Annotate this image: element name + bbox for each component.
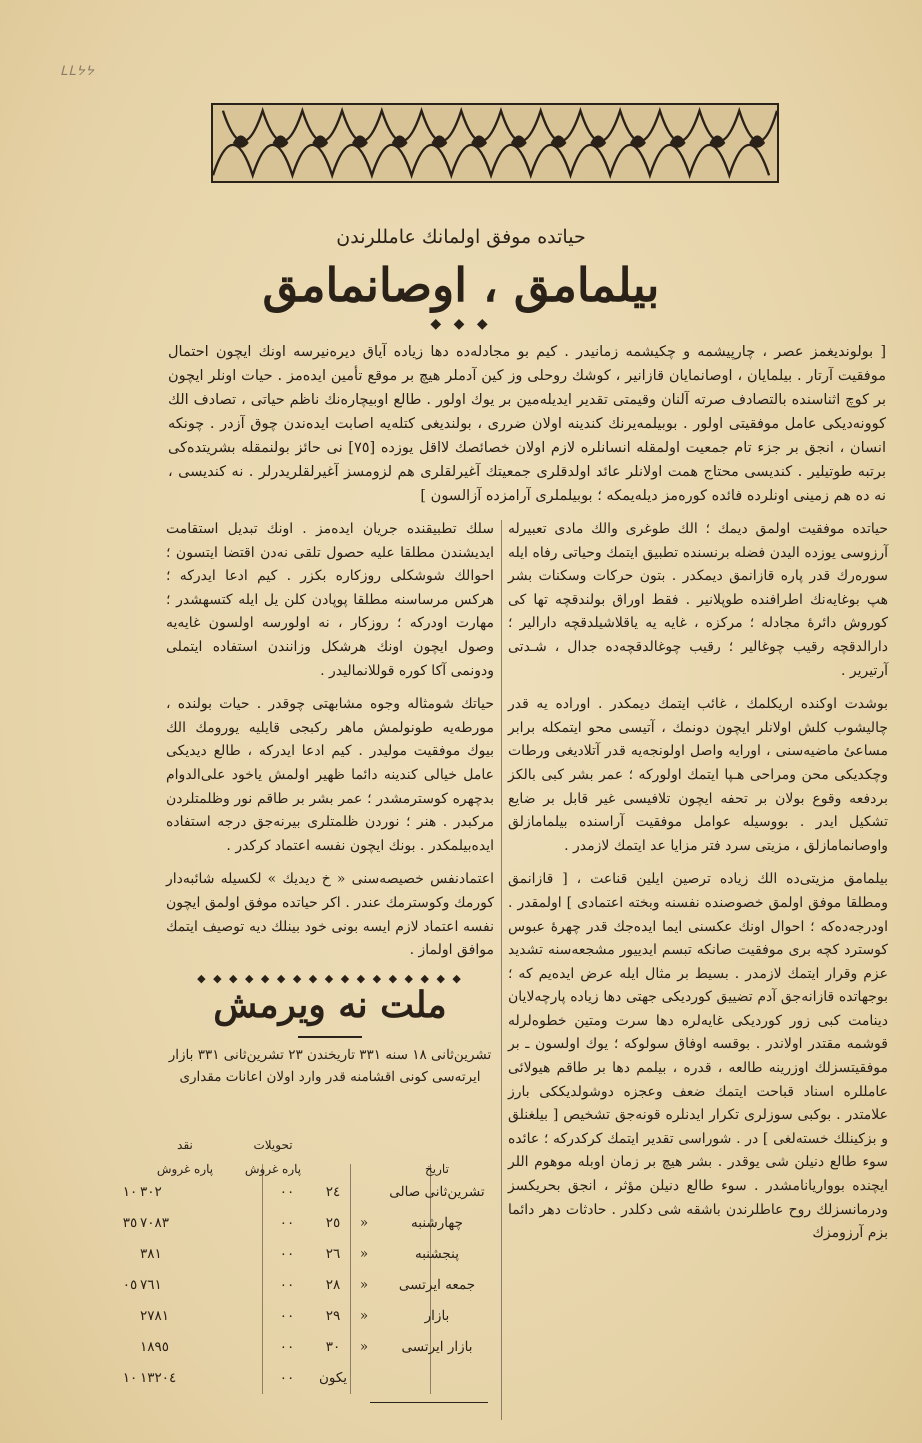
paragraph: بوشدت اوکنده اریکلمك ، غائب ایتمك دیمکدر . اوراده یه قدر چالیشوب کلش اولانلر ایچون دونمك ، آتیسی محو ایتمکله برابر مساعیٔ ماضیه‌سنی ، اورایه واصل اولونجه‌یه قدر آتلادیغی ورطات وچکدیکی محن ومراحی هـپا ایتمك اولورکه ؛ عمر بشر کبی بالکز بردفعه وقوع بولان بر تحفه ایچون تلافیسی غیر قابل بر ضایع تشکیل ایدر . بووسیله عوامل موفقیت آراسنده بیلمامازلق واوصانمامازلق ، مزیتی سرد فتر مزایا عد ایتمك لازمدر . [508, 696, 888, 854]
row-mark: « [359, 1214, 369, 1231]
row-transfer: ٠٠ [279, 1338, 295, 1355]
total-kurus: ١٣٢٠٤ [140, 1369, 177, 1386]
paragraph: حیاتده موفقیت اولمق دیمك ؛ الك طوغری والك مادی تعبیرله آرزوسی یوزده الیدن فضله برنسنده تطبیق ایتمك وحیاتی رفاه ایله سوره‌رك قدر پاره قازانمق دیمکدر . بتون حرکات وسکنات بشر هپ بوغایه‌نك اطرافنده طوپلانیر . فقط اوراق بولندقچه تها کی کوروش دائرهٔ مجادله ؛ مرکزه ، غایه یه یاقلاشیلدقچه دارالیر ؛ دارالدقچه رقیب چوغالیر ؛ رقیب چوغالدقچه‌ده جدال ، شـدتی آرتیریر . [508, 521, 888, 679]
title-stars-divider: ◆ ◆ ◆ [430, 316, 492, 332]
row-mark: « [359, 1338, 369, 1355]
row-mark: « [359, 1307, 369, 1324]
total-label: يكون [318, 1369, 348, 1386]
row-transfer: ٠٠ [279, 1214, 295, 1231]
table-row [120, 1331, 496, 1362]
row-day: ٢٥ [325, 1214, 341, 1231]
row-kurus: ١٨٩٥ [140, 1338, 170, 1355]
column-rule [501, 520, 502, 1420]
section-caption: تشرین‌ثانی ١٨ سنه ٣٣١ تاریخندن ٢٣ تشرین‌ثانی ٣٣١ بازار ایرتەسی كونی اقشامنه قدر وارد اولان اعانات مقداری [168, 1047, 492, 1085]
row-para: ١٠ [122, 1183, 138, 1200]
total-rule [370, 1402, 488, 1403]
row-kurus: ٢٧٨١ [140, 1307, 170, 1324]
row-transfer: ٠٠ [279, 1245, 295, 1262]
donations-table [120, 1130, 496, 1393]
table-header [120, 1152, 496, 1176]
paragraph: سلك تطبیقنده جریان ایده‌مز . اونك تبدیل استقامت ایدیشندن مطلقا علیه حصول تلقی نه‌دن اقتضا ایتسون ؛ احوالك شوشکلی روزکاره بکزر . کیم ادعا ایدرکه ؛ هرکس مرساسنه مطلقا پوپادن کلن یل ایله کتسهشدر ؛ مهارت اودرکه ؛ روزکار ، نه اولورسه اولسون غایه‌یه وصول ایچون اونك هرشکل وزانندن استفاده ایتملی ودونمی آکا کوره قوللانمالیدر . [166, 521, 494, 679]
row-day: ٣٠ [325, 1338, 341, 1355]
header-date: تاریخ [425, 1162, 449, 1176]
row-date: چهارشنبه [411, 1214, 463, 1231]
table-row [120, 1207, 496, 1238]
article-column-left [166, 518, 494, 973]
intro-paragraph: [ بولوندیغمز عصر ، چارپیشمه و چکیشمه زمانیدر . کیم بو مجادله‌ده دها زیاده آیاق دیرەنیرسه اونك ایچون احتمال موفقیت آرتار . بیلمایان ، اوصانمایان قازانیر ، کوشك روحلی وز کین آدملر هیچ بر موقع تأمین ایده‌مز . حیات اونلر ایچون بر کوچ اثناسنده بالتصادف صرته آلنان وقیمتی تقدیر ایدیله‌مین بر یوك اولور . طالع اوبیچاره‌نك ناظم حیاتی ، تصادف الك کوونه‌دیکی عامل موفقیتی اولور . بوبیلمه‌یرنك کندینه اولان ضرری ، بولندیغی کتله‌یه اصابت ایده‌ندن چوق آزدر . چونکه انسان ، انجق بر جزء تام جمعیت اولمقله انسانلره لازم اولان خصائصك لااقل یوزده [٧٥] نی حائز بولنمقله بشریتده‌کی برتبه طوتیلیر . کندیسی محتاج همت اولانلر عائد اولدقلری جمعیتك آغیرلقلری هم لزومسز آغیرلقلریدرلر . نه کندیسی ، نه ده هم زمینی اونلرده فائده کوره‌مز دیله‌یمکه ؛ بوبیلملری آرامزده آزالسون ] [168, 344, 886, 504]
section-title: ملت نه ویرمش [213, 984, 447, 1026]
row-mark: « [359, 1276, 369, 1293]
corner-pencil-mark: ᒪᒪᔭᔭ [60, 64, 95, 79]
row-para: ٠٥ [122, 1276, 138, 1293]
row-kurus: ٣٠٢ [140, 1183, 162, 1200]
header-transfers: تحویلات [253, 1138, 293, 1152]
header-para-kurus: پاره غروش [244, 1162, 302, 1176]
row-date: بازار [424, 1307, 450, 1324]
table-row [120, 1300, 496, 1331]
row-kurus: ٣٨١ [140, 1245, 162, 1262]
header-para-kurus: پاره غروش [156, 1162, 214, 1176]
article-title: بیلمامق ، اوصانمامق [262, 258, 660, 312]
row-date: بازار ایرتسی [401, 1338, 473, 1355]
article-subtitle: حیاتده موفق اولمانك عامللرندن [336, 226, 586, 248]
table-total-row [120, 1362, 496, 1393]
row-transfer: ٠٠ [279, 1307, 295, 1324]
row-day: ٢٦ [325, 1245, 341, 1262]
paragraph: حیاتك شومثاله وجوه مشابهتی چوقدر . حیات بولنده ، مورطه‌یه طونولمش ماهر رکبجی قایلیه یورومك الك بیوك موفقیت مولیدر . کیم ادعا ایدرکه ، طالع دیدیکی عامل خیالی کندینه دائما ظهیر اولمش یاخود علی‌الدوام بدچهره کوسترمشدر ؛ عمر بشر بر طاقم نور وظلمتلردن مرکبدر . هنر ؛ نوردن ظلمتلری بیرنه‌جق درجه استفاده ایده‌بیلمکدر . بونك ایچون نفسه اعتماد کرکدر . [166, 696, 494, 854]
table-row [120, 1176, 496, 1207]
ornament-leaf-pattern [213, 105, 777, 181]
table-row [120, 1269, 496, 1300]
paragraph: بیلمامق مزیتی‌ده الك زیاده ترصین ایلین قناعت ، [ قازانمق ومطلقا موفق اولمق خصوصنده نفسنه وبخته اعتمادی ] اولمقدر . اودرجه‌ده‌که ؛ احوال اونك عکسنی ایما ایده‌جك قدر چهرهٔ عبوس کوسترد کچه بری موفقیت صانکه تبسم ایدییور مشجعه‌سنه تشدید عزم وقرار ایتمك لازمدر . بسیط بر مثال ایله عرض ایده‌یم که ؛ بوجهاتده قازانه‌جق آدم تضییق کوردیکی جهتی دها زیاده پارچه‌لایان دینامت کبی زور کوردیکی غایه‌لره دها سرت ومتین خطوه‌لرله قوشمه مقتدر اولاندر . بوقسه اوفاق سولوکه ؛ یوك اولسون ـ بر موفقیتسزلك اوزرینه طالعه ، قدره ، بیلمم دها بر طاقم هیولائی عامللره اسناد قباحت ایتمك ضعف وعجزه دوشولدیککی بارز علامتدر . بوکبی سوزلری تکرار ایدنلره قونه‌جق تشخیص [ بیلغنلق و بزکینلك خستەلغی ] در . شوراسی تقدیر ایتمك کرکدرکه ؛ عائده سوء طالع دنیلن شی یوقدر . بشر هیچ بر زمان اوبله موهوم اللر ایچنده بوواریانامشدر . سوء طالع دنیلن مؤثر ، انجق بحریکسز ودرمانسزلك روح عاطلرندن باشقه شی دکلدر . حادثات دهر دائما بزم آرزومزك [508, 871, 888, 1242]
table-row [120, 1238, 496, 1269]
table-group-header [120, 1130, 496, 1152]
row-day: ٢٨ [325, 1276, 341, 1293]
paragraph: اعتمادنفس خصیصه‌سنی « خ دیدیك » لکسیله شائبه‌دار کورمك وکوسترمك عندر . اکر حیاتده موفق اولمق ایچون نفسه اعتماد لازم ایسه بونی خود بینلك دیه توصیف ایتمك موافق اولماز . [166, 871, 494, 959]
total-para: ١٠ [122, 1369, 138, 1386]
section-stars-divider: ◆ ◆ ◆ ◆ ◆ ◆ ◆ ◆ ◆ ◆ ◆ ◆ ◆ ◆ ◆ ◆ ◆ [197, 972, 463, 985]
total-transfer: ٠٠ [279, 1369, 295, 1386]
row-mark: « [359, 1245, 369, 1262]
row-date: تشرین‌ثانی صالی [389, 1183, 485, 1200]
decorative-header-ornament [211, 103, 779, 183]
article-column-right [508, 518, 888, 1256]
row-day: ٢٤ [325, 1183, 341, 1200]
row-transfer: ٠٠ [279, 1183, 295, 1200]
row-date: پنجشنبه [415, 1245, 459, 1262]
row-day: ٢٩ [325, 1307, 341, 1324]
title-underline [298, 1036, 362, 1038]
header-cash: نقد [177, 1138, 193, 1152]
row-transfer: ٠٠ [279, 1276, 295, 1293]
row-kurus: ٧٠٨٣ [140, 1214, 170, 1231]
row-para: ٣٥ [122, 1214, 138, 1231]
row-date: جمعه ایرتسی [398, 1276, 476, 1293]
row-kurus: ٧٦١ [140, 1276, 162, 1293]
